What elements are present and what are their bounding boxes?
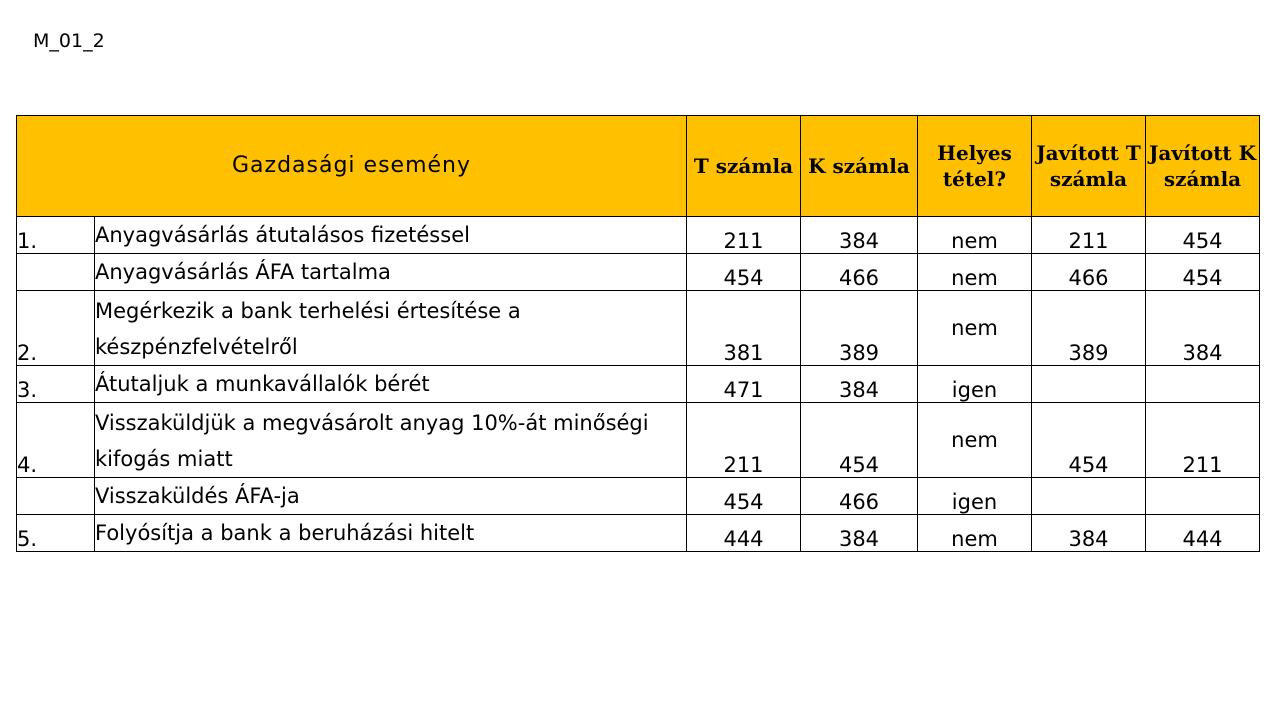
table-row bbox=[17, 403, 1260, 478]
row-corrected-t: 466 bbox=[1032, 254, 1146, 291]
row-description: Megérkezik a bank terhelési értesítése a készpénzfelvételről bbox=[95, 291, 687, 366]
table-row bbox=[17, 366, 1260, 403]
header-correct: Helyes tétel? bbox=[918, 116, 1032, 217]
row-t-account: 381 bbox=[687, 291, 801, 366]
row-description: Visszaküldés ÁFA-ja bbox=[95, 478, 687, 515]
table-row bbox=[17, 217, 1260, 254]
accounting-table bbox=[16, 115, 1260, 552]
row-description: Anyagvásárlás átutalásos fizetéssel bbox=[95, 217, 687, 254]
row-corrected-t bbox=[1032, 478, 1146, 515]
table-row bbox=[17, 291, 1260, 366]
row-corrected-k bbox=[1146, 478, 1260, 515]
row-k-account: 389 bbox=[801, 291, 918, 366]
row-corrected-t: 454 bbox=[1032, 403, 1146, 478]
row-corrected-k: 454 bbox=[1146, 217, 1260, 254]
row-t-account: 454 bbox=[687, 478, 801, 515]
row-number: 4. bbox=[17, 403, 95, 478]
row-corrected-t bbox=[1032, 366, 1146, 403]
row-t-account: 211 bbox=[687, 217, 801, 254]
row-correct: nem bbox=[918, 515, 1032, 552]
row-t-account: 454 bbox=[687, 254, 801, 291]
row-number bbox=[17, 478, 95, 515]
row-corrected-k: 211 bbox=[1146, 403, 1260, 478]
row-correct: nem bbox=[918, 254, 1032, 291]
table-row bbox=[17, 515, 1260, 552]
row-description: Átutaljuk a munkavállalók bérét bbox=[95, 366, 687, 403]
row-t-account: 471 bbox=[687, 366, 801, 403]
row-k-account: 384 bbox=[801, 515, 918, 552]
row-corrected-t: 384 bbox=[1032, 515, 1146, 552]
row-corrected-k bbox=[1146, 366, 1260, 403]
row-k-account: 384 bbox=[801, 217, 918, 254]
header-t-account: T számla bbox=[687, 116, 801, 217]
row-k-account: 466 bbox=[801, 478, 918, 515]
header-row bbox=[17, 116, 1260, 217]
row-t-account: 444 bbox=[687, 515, 801, 552]
row-description: Visszaküldjük a megvásárolt anyag 10%-át minőségi kifogás miatt bbox=[95, 403, 687, 478]
row-corrected-k: 454 bbox=[1146, 254, 1260, 291]
row-k-account: 466 bbox=[801, 254, 918, 291]
row-correct: igen bbox=[918, 478, 1032, 515]
table-row bbox=[17, 254, 1260, 291]
row-number bbox=[17, 254, 95, 291]
header-event: Gazdasági esemény bbox=[17, 116, 687, 217]
row-correct: nem bbox=[918, 403, 1032, 478]
row-description: Anyagvásárlás ÁFA tartalma bbox=[95, 254, 687, 291]
table-row bbox=[17, 478, 1260, 515]
row-corrected-k: 444 bbox=[1146, 515, 1260, 552]
row-corrected-t: 211 bbox=[1032, 217, 1146, 254]
header-k-account: K számla bbox=[801, 116, 918, 217]
row-correct: nem bbox=[918, 291, 1032, 366]
row-k-account: 454 bbox=[801, 403, 918, 478]
row-t-account: 211 bbox=[687, 403, 801, 478]
row-number: 1. bbox=[17, 217, 95, 254]
row-corrected-k: 384 bbox=[1146, 291, 1260, 366]
row-number: 2. bbox=[17, 291, 95, 366]
row-description: Folyósítja a bank a beruházási hitelt bbox=[95, 515, 687, 552]
document-code: M_01_2 bbox=[33, 30, 105, 52]
row-correct: nem bbox=[918, 217, 1032, 254]
row-number: 3. bbox=[17, 366, 95, 403]
row-k-account: 384 bbox=[801, 366, 918, 403]
row-number: 5. bbox=[17, 515, 95, 552]
header-corrected-t: Javított T számla bbox=[1032, 116, 1146, 217]
row-correct: igen bbox=[918, 366, 1032, 403]
header-corrected-k: Javított K számla bbox=[1146, 116, 1260, 217]
row-corrected-t: 389 bbox=[1032, 291, 1146, 366]
